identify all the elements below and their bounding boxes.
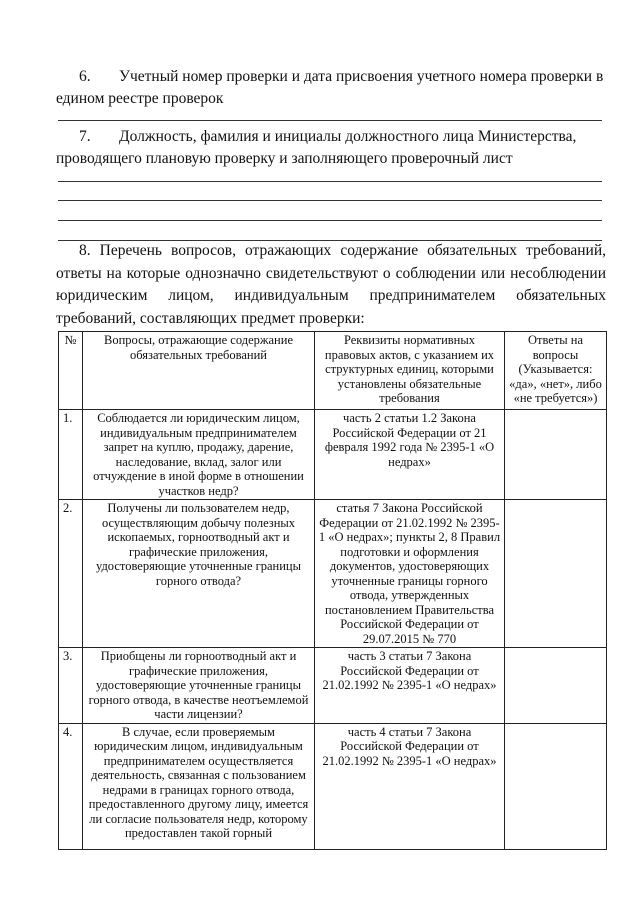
blank-line-item-7-3[interactable] (58, 220, 602, 221)
row-number: 2. (59, 500, 83, 648)
row-answer[interactable] (505, 723, 607, 849)
table-row (59, 500, 607, 648)
requirements-table (58, 331, 607, 850)
header-answers: Ответы на вопросы (Указывается: «да», «нет», либо «не требуется») (505, 332, 607, 410)
item-8-text-last: требований, составляющих предмет проверки: (56, 309, 365, 327)
row-question: Приобщены ли горноотводный акт и графические приложения, удостоверяющие уточненные границы горного отвода, в качестве неотъемлемой части лицензии? (83, 648, 315, 724)
row-number: 3. (59, 648, 83, 724)
row-requisites: часть 3 статьи 7 Закона Российской Федерации от 21.02.1992 № 2395-1 «О недрах» (315, 648, 505, 724)
table-row (59, 648, 607, 724)
blank-line-item-6[interactable] (58, 120, 602, 121)
row-number: 4. (59, 723, 83, 849)
blank-line-item-7-2[interactable] (58, 200, 602, 201)
row-answer[interactable] (505, 500, 607, 648)
row-answer[interactable] (505, 410, 607, 500)
item-6-text: Учетный номер проверки и дата присвоения учетного номера проверки в едином реестре проверок (56, 68, 604, 107)
row-question: Получены ли пользователем недр, осуществляющим добычу полезных ископаемых, горноотводный акт и графические приложения, удостоверяющие уточненные границы горного отвода? (83, 500, 315, 648)
table-header-row (59, 332, 607, 410)
row-requisites: статья 7 Закона Российской Федерации от 21.02.1992 № 2395-1 «О недрах»; пункты 2, 8 Правил подготовки и оформления документов, удостоверяющих уточненные границы горного отвода, утвержденных постановлением Правительства Российской Федерации от 29.07.2015 № 770 (315, 500, 505, 648)
header-number: № (59, 332, 83, 410)
row-question: В случае, если проверяемым юридическим лицом, индивидуальным предпринимателем осуществляется деятельность, связанная с пользованием недрами в границах горного отвода, предоставленного другому лицу, имеется ли согласие пользователя недр, которому предоставлен такой горный (83, 723, 315, 849)
row-requisites: часть 4 статьи 7 Закона Российской Федерации от 21.02.1992 № 2395-1 «О недрах» (315, 723, 505, 849)
item-7 (56, 126, 604, 170)
item-6 (56, 66, 604, 110)
row-answer[interactable] (505, 648, 607, 724)
item-7-text: Должность, фамилия и инициалы должностного лица Министерства, проводящего плановую проверку и заполняющего проверочный лист (56, 128, 577, 167)
header-questions: Вопросы, отражающие содержание обязательных требований (83, 332, 315, 410)
blank-line-item-7-1[interactable] (58, 181, 602, 182)
item-8-paragraph (56, 240, 606, 330)
item-8-text: 8. Перечень вопросов, отражающих содержание обязательных требований, ответы на которые однозначно свидетельствуют о соблюдении или несоблюдении юридическим лицом, индивидуальным предпринимателем обязательных (56, 242, 606, 304)
row-requisites: часть 2 статьи 1.2 Закона Российской Федерации от 21 февраля 1992 года № 2395-1 «О недрах» (315, 410, 505, 500)
item-6-number: 6. (79, 68, 91, 85)
row-number: 1. (59, 410, 83, 500)
table-row (59, 723, 607, 849)
header-requisites: Реквизиты нормативных правовых актов, с указанием их структурных единиц, которыми установлены обязательные требования (315, 332, 505, 410)
table-row (59, 410, 607, 500)
item-7-number: 7. (79, 128, 91, 145)
row-question: Соблюдается ли юридическим лицом, индивидуальным предпринимателем запрет на куплю, продажу, дарение, наследование, вклад, залог или отчуждение в иной форме в отношении участков недр? (83, 410, 315, 500)
